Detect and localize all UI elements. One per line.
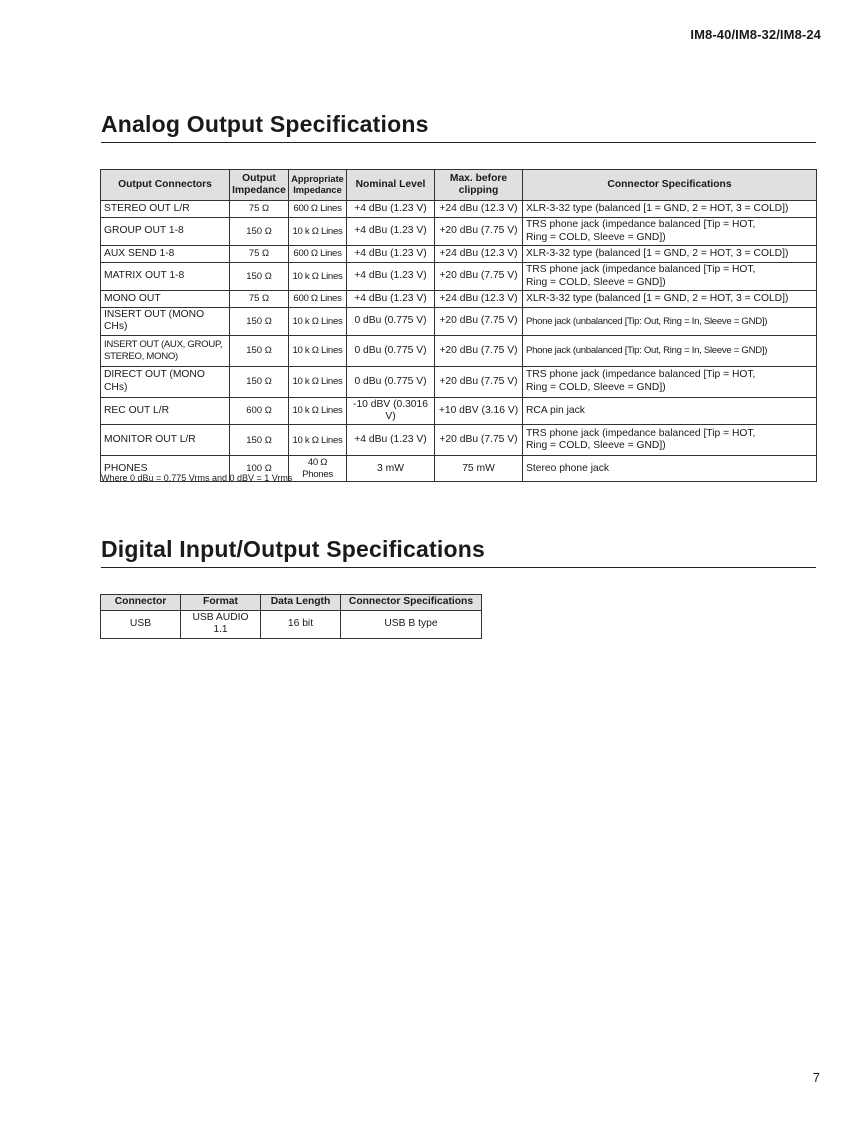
table-row bbox=[101, 366, 817, 397]
output-connector-name-cell: AUX SEND 1-8 bbox=[101, 246, 230, 263]
analog-table-header-row bbox=[101, 170, 817, 201]
connector-specification-cell: Stereo phone jack bbox=[523, 456, 817, 482]
output-impedance-cell: 75 Ω bbox=[230, 291, 289, 308]
table-row bbox=[101, 291, 817, 308]
appropriate-impedance-cell: 10 k Ω Lines bbox=[289, 335, 347, 366]
header-connector-specifications: Connector Specifications bbox=[523, 170, 817, 201]
connector-specification-cell: Phone jack (unbalanced [Tip: Out, Ring = In, Sleeve = GND]) bbox=[523, 335, 817, 366]
table-row bbox=[101, 246, 817, 263]
nominal-level-cell: 3 mW bbox=[347, 456, 435, 482]
analog-title-rule bbox=[101, 142, 816, 143]
max-before-clipping-cell: +20 dBu (7.75 V) bbox=[435, 335, 523, 366]
nominal-level-cell: 0 dBu (0.775 V) bbox=[347, 366, 435, 397]
nominal-level-cell: 0 dBu (0.775 V) bbox=[347, 335, 435, 366]
appropriate-impedance-cell: 600 Ω Lines bbox=[289, 246, 347, 263]
header-data-length: Data Length bbox=[261, 595, 341, 611]
table-row bbox=[101, 308, 817, 336]
digital-io-section-title: Digital Input/Output Specifications bbox=[101, 536, 485, 562]
max-before-clipping-cell: +20 dBu (7.75 V) bbox=[435, 218, 523, 246]
connector-specification-cell: XLR-3-32 type (balanced [1 = GND, 2 = HOT, 3 = COLD]) bbox=[523, 291, 817, 308]
max-before-clipping-cell: +24 dBu (12.3 V) bbox=[435, 201, 523, 218]
connector-specification-cell: XLR-3-32 type (balanced [1 = GND, 2 = HOT, 3 = COLD]) bbox=[523, 246, 817, 263]
output-impedance-cell: 150 Ω bbox=[230, 308, 289, 336]
nominal-level-cell: +4 dBu (1.23 V) bbox=[347, 425, 435, 456]
connector-specification-cell: RCA pin jack bbox=[523, 397, 817, 425]
output-connector-name-cell: REC OUT L/R bbox=[101, 397, 230, 425]
header-nominal-level: Nominal Level bbox=[347, 170, 435, 201]
header-max-before-clipping: Max. before clipping bbox=[435, 170, 523, 201]
table-row bbox=[101, 397, 817, 425]
output-impedance-cell: 600 Ω bbox=[230, 397, 289, 425]
digital-table-header-row bbox=[101, 595, 482, 611]
output-connector-name-cell: GROUP OUT 1-8 bbox=[101, 218, 230, 246]
table-row bbox=[101, 201, 817, 218]
table-row bbox=[101, 263, 817, 291]
unit-reference-note: Where 0 dBu = 0.775 Vrms and 0 dBV = 1 Vrms bbox=[101, 473, 293, 483]
appropriate-impedance-cell: 10 k Ω Lines bbox=[289, 366, 347, 397]
header-appropriate-impedance: Appropriate Impedance bbox=[289, 170, 347, 201]
output-impedance-cell: 150 Ω bbox=[230, 263, 289, 291]
output-connector-name-cell: MATRIX OUT 1-8 bbox=[101, 263, 230, 291]
connector-specification-cell: TRS phone jack (impedance balanced [Tip = HOT, Ring = COLD, Sleeve = GND]) bbox=[523, 263, 817, 291]
output-impedance-cell: 75 Ω bbox=[230, 201, 289, 218]
format-cell: USB AUDIO 1.1 bbox=[181, 611, 261, 639]
appropriate-impedance-cell: 40 Ω Phones bbox=[289, 456, 347, 482]
output-impedance-cell: 75 Ω bbox=[230, 246, 289, 263]
header-connector: Connector bbox=[101, 595, 181, 611]
output-connector-name-cell: INSERT OUT (AUX, GROUP, STEREO, MONO) bbox=[101, 335, 230, 366]
header-output-connectors: Output Connectors bbox=[101, 170, 230, 201]
appropriate-impedance-cell: 600 Ω Lines bbox=[289, 291, 347, 308]
data-length-cell: 16 bit bbox=[261, 611, 341, 639]
digital-title-rule bbox=[101, 567, 816, 568]
connector-specification-cell: Phone jack (unbalanced [Tip: Out, Ring = In, Sleeve = GND]) bbox=[523, 308, 817, 336]
nominal-level-cell: +4 dBu (1.23 V) bbox=[347, 218, 435, 246]
max-before-clipping-cell: 75 mW bbox=[435, 456, 523, 482]
connector-specification-cell: TRS phone jack (impedance balanced [Tip = HOT, Ring = COLD, Sleeve = GND]) bbox=[523, 218, 817, 246]
output-connector-name-cell: INSERT OUT (MONO CHs) bbox=[101, 308, 230, 336]
table-row bbox=[101, 218, 817, 246]
output-impedance-cell: 150 Ω bbox=[230, 366, 289, 397]
nominal-level-cell: +4 dBu (1.23 V) bbox=[347, 246, 435, 263]
output-connector-name-cell: PHONES bbox=[101, 456, 230, 482]
nominal-level-cell: +4 dBu (1.23 V) bbox=[347, 291, 435, 308]
digital-io-spec-table bbox=[100, 594, 482, 639]
header-format: Format bbox=[181, 595, 261, 611]
output-impedance-cell: 150 Ω bbox=[230, 335, 289, 366]
appropriate-impedance-cell: 10 k Ω Lines bbox=[289, 425, 347, 456]
max-before-clipping-cell: +20 dBu (7.75 V) bbox=[435, 366, 523, 397]
connector-specification-cell: TRS phone jack (impedance balanced [Tip = HOT, Ring = COLD, Sleeve = GND]) bbox=[523, 366, 817, 397]
appropriate-impedance-cell: 10 k Ω Lines bbox=[289, 218, 347, 246]
output-connector-name-cell: STEREO OUT L/R bbox=[101, 201, 230, 218]
appropriate-impedance-cell: 600 Ω Lines bbox=[289, 201, 347, 218]
nominal-level-cell: 0 dBu (0.775 V) bbox=[347, 308, 435, 336]
connector-specification-cell: TRS phone jack (impedance balanced [Tip = HOT, Ring = COLD, Sleeve = GND]) bbox=[523, 425, 817, 456]
appropriate-impedance-cell: 10 k Ω Lines bbox=[289, 308, 347, 336]
document-model-header: IM8-40/IM8-32/IM8-24 bbox=[690, 27, 821, 42]
connector-specification-cell: USB B type bbox=[341, 611, 482, 639]
table-row bbox=[101, 611, 482, 639]
page-number: 7 bbox=[812, 1070, 820, 1085]
nominal-level-cell: -10 dBV (0.3016 V) bbox=[347, 397, 435, 425]
max-before-clipping-cell: +20 dBu (7.75 V) bbox=[435, 263, 523, 291]
appropriate-impedance-cell: 10 k Ω Lines bbox=[289, 397, 347, 425]
analog-output-section-title: Analog Output Specifications bbox=[101, 111, 429, 137]
header-digital-connector-specifications: Connector Specifications bbox=[341, 595, 482, 611]
connector-cell: USB bbox=[101, 611, 181, 639]
output-impedance-cell: 150 Ω bbox=[230, 425, 289, 456]
output-impedance-cell: 100 Ω bbox=[230, 456, 289, 482]
output-connector-name-cell: DIRECT OUT (MONO CHs) bbox=[101, 366, 230, 397]
max-before-clipping-cell: +20 dBu (7.75 V) bbox=[435, 308, 523, 336]
max-before-clipping-cell: +24 dBu (12.3 V) bbox=[435, 291, 523, 308]
max-before-clipping-cell: +24 dBu (12.3 V) bbox=[435, 246, 523, 263]
nominal-level-cell: +4 dBu (1.23 V) bbox=[347, 263, 435, 291]
output-impedance-cell: 150 Ω bbox=[230, 218, 289, 246]
nominal-level-cell: +4 dBu (1.23 V) bbox=[347, 201, 435, 218]
output-connector-name-cell: MONITOR OUT L/R bbox=[101, 425, 230, 456]
header-output-impedance: Output Impedance bbox=[230, 170, 289, 201]
analog-output-spec-table bbox=[100, 169, 817, 482]
max-before-clipping-cell: +20 dBu (7.75 V) bbox=[435, 425, 523, 456]
table-row bbox=[101, 335, 817, 366]
connector-specification-cell: XLR-3-32 type (balanced [1 = GND, 2 = HOT, 3 = COLD]) bbox=[523, 201, 817, 218]
appropriate-impedance-cell: 10 k Ω Lines bbox=[289, 263, 347, 291]
table-row bbox=[101, 425, 817, 456]
output-connector-name-cell: MONO OUT bbox=[101, 291, 230, 308]
max-before-clipping-cell: +10 dBV (3.16 V) bbox=[435, 397, 523, 425]
